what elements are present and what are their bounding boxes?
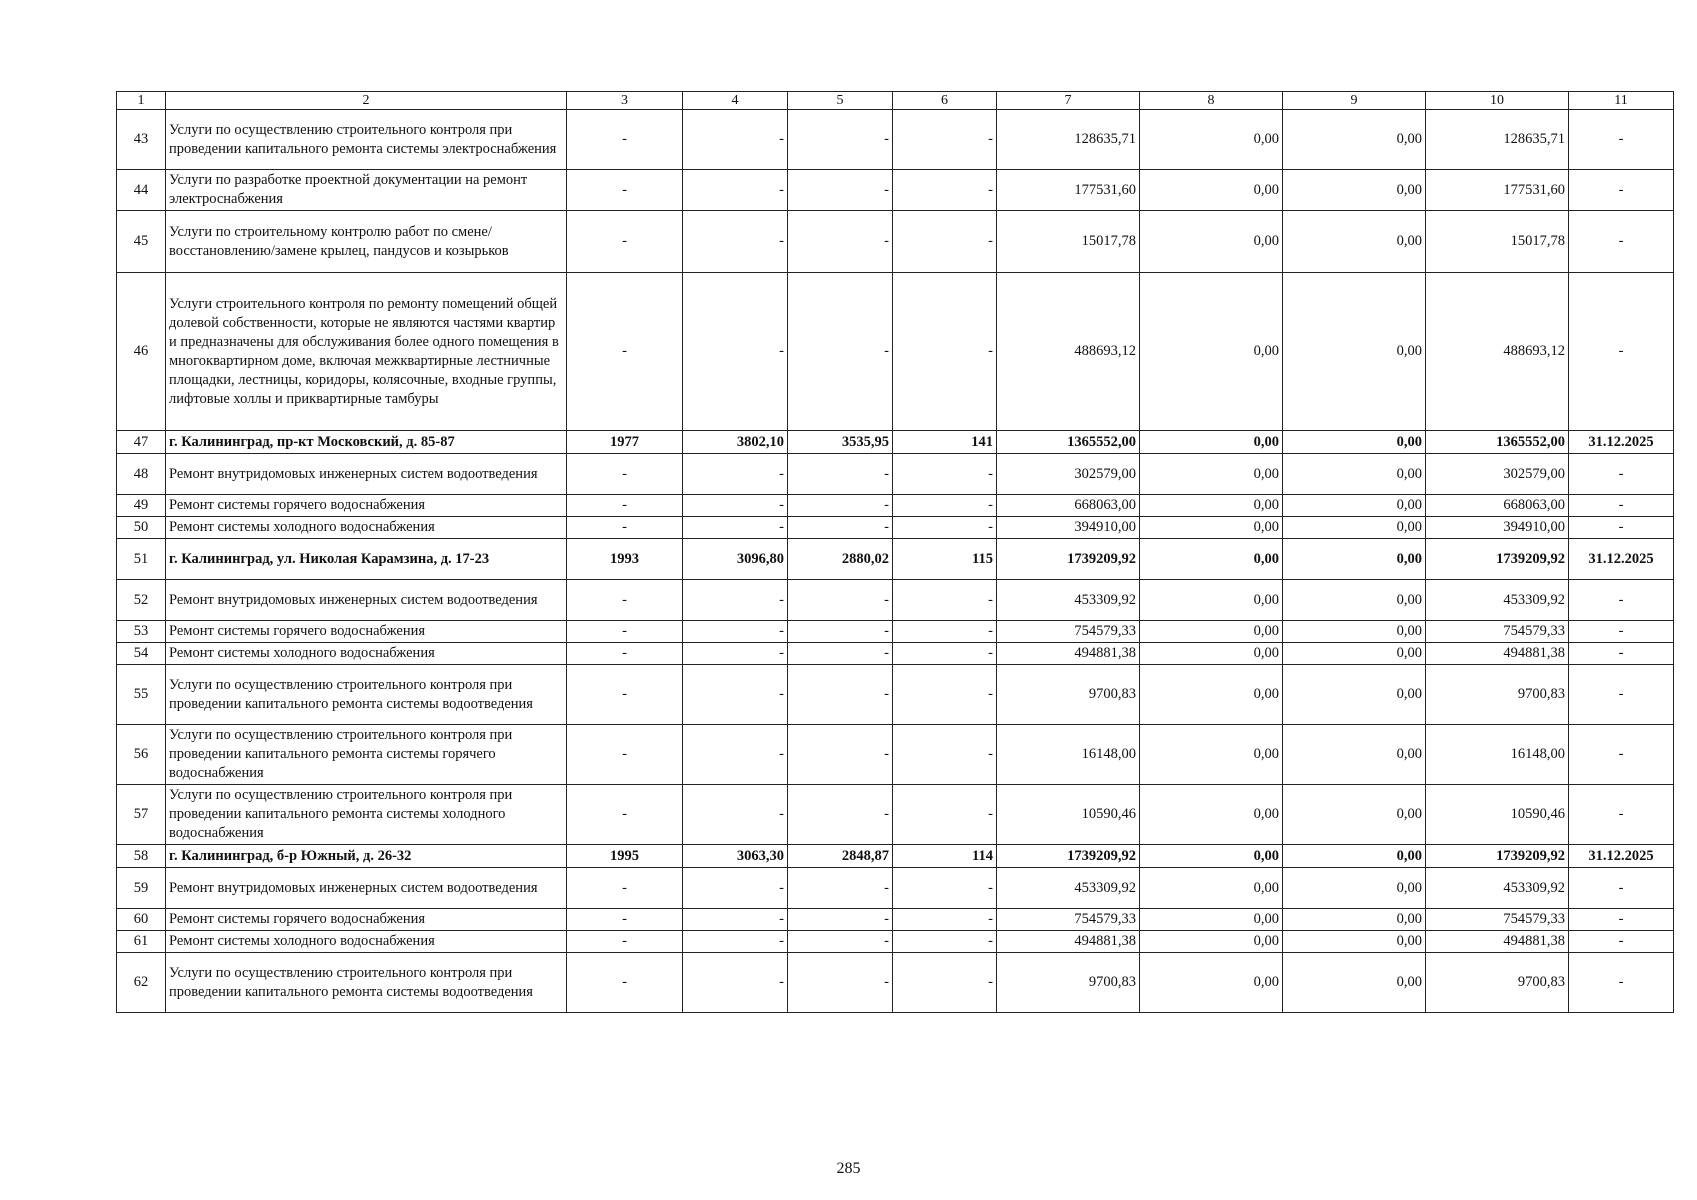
row-number: 61: [117, 931, 166, 953]
cell-col8: 0,00: [1140, 931, 1283, 953]
cell-col7: 754579,33: [997, 621, 1140, 643]
cell-col4: -: [683, 785, 788, 845]
work-description: Ремонт внутридомовых инженерных систем водоотведения: [166, 454, 567, 495]
table-row: [117, 909, 1674, 931]
cell-col4: 3063,30: [683, 845, 788, 868]
cell-col5: -: [788, 868, 893, 909]
cell-col8: 0,00: [1140, 495, 1283, 517]
cell-col9: 0,00: [1283, 580, 1426, 621]
work-description: Услуги по осуществлению строительного контроля при проведении капитального ремонта системы водоотведения: [166, 665, 567, 725]
cell-col9: 0,00: [1283, 909, 1426, 931]
cell-col10: 302579,00: [1426, 454, 1569, 495]
cell-col10: 9700,83: [1426, 665, 1569, 725]
table-row: [117, 643, 1674, 665]
cell-col10: 494881,38: [1426, 643, 1569, 665]
work-description: Ремонт системы холодного водоснабжения: [166, 643, 567, 665]
cell-col11: -: [1569, 931, 1674, 953]
cell-col10: 754579,33: [1426, 909, 1569, 931]
cell-col5: -: [788, 211, 893, 273]
cell-col8: 0,00: [1140, 539, 1283, 580]
cell-col3: -: [567, 725, 683, 785]
cell-col7: 1739209,92: [997, 845, 1140, 868]
cell-col4: -: [683, 931, 788, 953]
cell-col4: -: [683, 868, 788, 909]
cell-col5: -: [788, 170, 893, 211]
column-header: 8: [1140, 92, 1283, 110]
cell-col3: -: [567, 170, 683, 211]
cell-col4: 3802,10: [683, 431, 788, 454]
cell-col10: 15017,78: [1426, 211, 1569, 273]
work-description: Услуги по осуществлению строительного контроля при проведении капитального ремонта системы электроснабжения: [166, 110, 567, 170]
column-header: 2: [166, 92, 567, 110]
table-row: [117, 273, 1674, 431]
cell-col10: 453309,92: [1426, 868, 1569, 909]
cell-col10: 1739209,92: [1426, 845, 1569, 868]
cell-col3: -: [567, 665, 683, 725]
row-number: 60: [117, 909, 166, 931]
table-row: [117, 785, 1674, 845]
cell-col3: -: [567, 495, 683, 517]
cell-col7: 1365552,00: [997, 431, 1140, 454]
cell-col6: -: [893, 110, 997, 170]
cell-col9: 0,00: [1283, 785, 1426, 845]
work-description: Ремонт внутридомовых инженерных систем водоотведения: [166, 580, 567, 621]
cell-col5: -: [788, 517, 893, 539]
cell-col8: 0,00: [1140, 211, 1283, 273]
cell-col8: 0,00: [1140, 909, 1283, 931]
row-number: 43: [117, 110, 166, 170]
cell-col3: -: [567, 931, 683, 953]
cell-col10: 16148,00: [1426, 725, 1569, 785]
cell-col3: -: [567, 953, 683, 1013]
row-number: 57: [117, 785, 166, 845]
cell-col5: -: [788, 909, 893, 931]
work-description: Ремонт системы холодного водоснабжения: [166, 931, 567, 953]
cell-col11: 31.12.2025: [1569, 539, 1674, 580]
cell-col5: -: [788, 725, 893, 785]
cell-col7: 302579,00: [997, 454, 1140, 495]
row-number: 44: [117, 170, 166, 211]
cell-col4: -: [683, 517, 788, 539]
table-row: [117, 211, 1674, 273]
cell-col5: -: [788, 665, 893, 725]
cell-col9: 0,00: [1283, 931, 1426, 953]
cell-col11: -: [1569, 211, 1674, 273]
cell-col8: 0,00: [1140, 170, 1283, 211]
column-header: 7: [997, 92, 1140, 110]
cell-col11: -: [1569, 953, 1674, 1013]
cell-col3: -: [567, 909, 683, 931]
cell-col5: -: [788, 785, 893, 845]
cell-col10: 453309,92: [1426, 580, 1569, 621]
table-row: [117, 845, 1674, 868]
cell-col9: 0,00: [1283, 868, 1426, 909]
cell-col8: 0,00: [1140, 665, 1283, 725]
cell-col5: -: [788, 643, 893, 665]
cell-col10: 494881,38: [1426, 931, 1569, 953]
cell-col5: -: [788, 580, 893, 621]
table-row: [117, 170, 1674, 211]
table-row: [117, 665, 1674, 725]
cell-col6: -: [893, 580, 997, 621]
cell-col3: -: [567, 785, 683, 845]
cell-col9: 0,00: [1283, 953, 1426, 1013]
cell-col5: -: [788, 621, 893, 643]
cell-col3: -: [567, 643, 683, 665]
cell-col9: 0,00: [1283, 517, 1426, 539]
cell-col6: -: [893, 643, 997, 665]
cell-col10: 1365552,00: [1426, 431, 1569, 454]
cell-col5: 2880,02: [788, 539, 893, 580]
cell-col4: -: [683, 643, 788, 665]
cell-col8: 0,00: [1140, 454, 1283, 495]
cell-col3: 1977: [567, 431, 683, 454]
cell-col7: 1739209,92: [997, 539, 1140, 580]
column-header: 3: [567, 92, 683, 110]
cell-col8: 0,00: [1140, 273, 1283, 431]
work-description: Ремонт системы холодного водоснабжения: [166, 517, 567, 539]
cell-col8: 0,00: [1140, 845, 1283, 868]
cell-col6: -: [893, 273, 997, 431]
cell-col4: 3096,80: [683, 539, 788, 580]
column-number-header-row: [117, 92, 1674, 110]
cell-col10: 754579,33: [1426, 621, 1569, 643]
cell-col6: -: [893, 665, 997, 725]
cell-col8: 0,00: [1140, 643, 1283, 665]
table-row: [117, 931, 1674, 953]
cell-col11: -: [1569, 170, 1674, 211]
cell-col11: 31.12.2025: [1569, 431, 1674, 454]
cell-col8: 0,00: [1140, 110, 1283, 170]
cell-col7: 453309,92: [997, 580, 1140, 621]
cell-col7: 494881,38: [997, 643, 1140, 665]
work-description: г. Калининград, б-р Южный, д. 26-32: [166, 845, 567, 868]
cell-col11: -: [1569, 665, 1674, 725]
row-number: 53: [117, 621, 166, 643]
table-row: [117, 953, 1674, 1013]
cell-col7: 128635,71: [997, 110, 1140, 170]
cell-col4: -: [683, 110, 788, 170]
cell-col11: -: [1569, 580, 1674, 621]
cell-col4: -: [683, 665, 788, 725]
cell-col9: 0,00: [1283, 170, 1426, 211]
cell-col3: -: [567, 454, 683, 495]
work-description: Ремонт системы горячего водоснабжения: [166, 621, 567, 643]
cell-col4: -: [683, 495, 788, 517]
cell-col3: -: [567, 110, 683, 170]
row-number: 59: [117, 868, 166, 909]
cell-col6: 114: [893, 845, 997, 868]
table-row: [117, 454, 1674, 495]
capital-repair-table: [116, 91, 1674, 1013]
column-header: 5: [788, 92, 893, 110]
row-number: 46: [117, 273, 166, 431]
work-description: Услуги по строительному контролю работ по смене/восстановлению/замене крылец, пандусов и козырьков: [166, 211, 567, 273]
cell-col10: 488693,12: [1426, 273, 1569, 431]
table-row: [117, 539, 1674, 580]
row-number: 50: [117, 517, 166, 539]
cell-col11: -: [1569, 868, 1674, 909]
cell-col5: -: [788, 454, 893, 495]
cell-col11: 31.12.2025: [1569, 845, 1674, 868]
cell-col5: -: [788, 495, 893, 517]
cell-col9: 0,00: [1283, 495, 1426, 517]
cell-col9: 0,00: [1283, 845, 1426, 868]
cell-col6: -: [893, 211, 997, 273]
work-description: Ремонт внутридомовых инженерных систем водоотведения: [166, 868, 567, 909]
cell-col10: 668063,00: [1426, 495, 1569, 517]
cell-col6: -: [893, 517, 997, 539]
cell-col9: 0,00: [1283, 665, 1426, 725]
cell-col9: 0,00: [1283, 431, 1426, 454]
row-number: 48: [117, 454, 166, 495]
cell-col6: -: [893, 621, 997, 643]
cell-col9: 0,00: [1283, 211, 1426, 273]
row-number: 58: [117, 845, 166, 868]
cell-col3: -: [567, 273, 683, 431]
cell-col3: 1993: [567, 539, 683, 580]
cell-col7: 177531,60: [997, 170, 1140, 211]
cell-col4: -: [683, 580, 788, 621]
cell-col5: -: [788, 931, 893, 953]
cell-col11: -: [1569, 273, 1674, 431]
cell-col3: -: [567, 868, 683, 909]
work-description: Услуги по осуществлению строительного контроля при проведении капитального ремонта системы холодного водоснабжения: [166, 785, 567, 845]
cell-col7: 453309,92: [997, 868, 1140, 909]
page-number: 285: [836, 1160, 861, 1177]
cell-col7: 488693,12: [997, 273, 1140, 431]
row-number: 62: [117, 953, 166, 1013]
row-number: 49: [117, 495, 166, 517]
cell-col6: -: [893, 170, 997, 211]
cell-col6: -: [893, 454, 997, 495]
cell-col11: -: [1569, 454, 1674, 495]
table-row: [117, 495, 1674, 517]
cell-col6: -: [893, 725, 997, 785]
cell-col5: -: [788, 273, 893, 431]
cell-col7: 15017,78: [997, 211, 1140, 273]
cell-col7: 9700,83: [997, 665, 1140, 725]
cell-col11: -: [1569, 495, 1674, 517]
table-row: [117, 517, 1674, 539]
cell-col10: 9700,83: [1426, 953, 1569, 1013]
table-row: [117, 868, 1674, 909]
cell-col8: 0,00: [1140, 431, 1283, 454]
cell-col8: 0,00: [1140, 580, 1283, 621]
row-number: 52: [117, 580, 166, 621]
cell-col8: 0,00: [1140, 621, 1283, 643]
cell-col3: -: [567, 580, 683, 621]
cell-col11: -: [1569, 909, 1674, 931]
cell-col8: 0,00: [1140, 785, 1283, 845]
cell-col6: -: [893, 785, 997, 845]
row-number: 55: [117, 665, 166, 725]
cell-col4: -: [683, 211, 788, 273]
cell-col4: -: [683, 621, 788, 643]
cell-col11: -: [1569, 621, 1674, 643]
cell-col10: 128635,71: [1426, 110, 1569, 170]
cell-col8: 0,00: [1140, 953, 1283, 1013]
work-description: Услуги строительного контроля по ремонту помещений общей долевой собственности, которые не являются частями квартир и предназначены для обслуживания более одного помещения в многоквартирном доме, включая межквартирные лестничные площадки, лестницы, коридоры, колясочные, входные группы, лифтовые холлы и приквартирные тамбуры: [166, 273, 567, 431]
cell-col7: 16148,00: [997, 725, 1140, 785]
row-number: 56: [117, 725, 166, 785]
column-header: 11: [1569, 92, 1674, 110]
cell-col11: -: [1569, 725, 1674, 785]
cell-col7: 9700,83: [997, 953, 1140, 1013]
cell-col6: -: [893, 931, 997, 953]
cell-col6: 115: [893, 539, 997, 580]
cell-col10: 394910,00: [1426, 517, 1569, 539]
cell-col8: 0,00: [1140, 868, 1283, 909]
column-header: 9: [1283, 92, 1426, 110]
cell-col6: -: [893, 953, 997, 1013]
cell-col9: 0,00: [1283, 454, 1426, 495]
work-description: Услуги по разработке проектной документации на ремонт электроснабжения: [166, 170, 567, 211]
column-header: 6: [893, 92, 997, 110]
cell-col4: -: [683, 454, 788, 495]
cell-col3: -: [567, 211, 683, 273]
cell-col5: -: [788, 110, 893, 170]
cell-col10: 1739209,92: [1426, 539, 1569, 580]
cell-col11: -: [1569, 785, 1674, 845]
cell-col10: 177531,60: [1426, 170, 1569, 211]
cell-col3: -: [567, 517, 683, 539]
cell-col6: 141: [893, 431, 997, 454]
cell-col9: 0,00: [1283, 725, 1426, 785]
work-description: г. Калининград, пр-кт Московский, д. 85-87: [166, 431, 567, 454]
table-row: [117, 725, 1674, 785]
work-description: Услуги по осуществлению строительного контроля при проведении капитального ремонта системы водоотведения: [166, 953, 567, 1013]
cell-col9: 0,00: [1283, 539, 1426, 580]
cell-col6: -: [893, 909, 997, 931]
cell-col4: -: [683, 170, 788, 211]
cell-col11: -: [1569, 517, 1674, 539]
cell-col8: 0,00: [1140, 725, 1283, 785]
row-number: 47: [117, 431, 166, 454]
work-description: г. Калининград, ул. Николая Карамзина, д. 17-23: [166, 539, 567, 580]
cell-col9: 0,00: [1283, 643, 1426, 665]
cell-col4: -: [683, 953, 788, 1013]
table-row: [117, 110, 1674, 170]
table-row: [117, 621, 1674, 643]
table-row: [117, 580, 1674, 621]
cell-col5: 2848,87: [788, 845, 893, 868]
cell-col3: -: [567, 621, 683, 643]
cell-col8: 0,00: [1140, 517, 1283, 539]
work-description: Ремонт системы горячего водоснабжения: [166, 495, 567, 517]
row-number: 45: [117, 211, 166, 273]
cell-col6: -: [893, 868, 997, 909]
cell-col6: -: [893, 495, 997, 517]
cell-col4: -: [683, 273, 788, 431]
row-number: 51: [117, 539, 166, 580]
cell-col7: 394910,00: [997, 517, 1140, 539]
cell-col7: 494881,38: [997, 931, 1140, 953]
column-header: 4: [683, 92, 788, 110]
cell-col11: -: [1569, 110, 1674, 170]
cell-col9: 0,00: [1283, 110, 1426, 170]
cell-col9: 0,00: [1283, 621, 1426, 643]
cell-col5: -: [788, 953, 893, 1013]
cell-col7: 10590,46: [997, 785, 1140, 845]
cell-col5: 3535,95: [788, 431, 893, 454]
cell-col9: 0,00: [1283, 273, 1426, 431]
cell-col7: 754579,33: [997, 909, 1140, 931]
table-row: [117, 431, 1674, 454]
column-header: 10: [1426, 92, 1569, 110]
cell-col3: 1995: [567, 845, 683, 868]
work-description: Ремонт системы горячего водоснабжения: [166, 909, 567, 931]
row-number: 54: [117, 643, 166, 665]
cell-col11: -: [1569, 643, 1674, 665]
cell-col7: 668063,00: [997, 495, 1140, 517]
work-description: Услуги по осуществлению строительного контроля при проведении капитального ремонта системы горячего водоснабжения: [166, 725, 567, 785]
cell-col4: -: [683, 725, 788, 785]
cell-col10: 10590,46: [1426, 785, 1569, 845]
column-header: 1: [117, 92, 166, 110]
cell-col4: -: [683, 909, 788, 931]
